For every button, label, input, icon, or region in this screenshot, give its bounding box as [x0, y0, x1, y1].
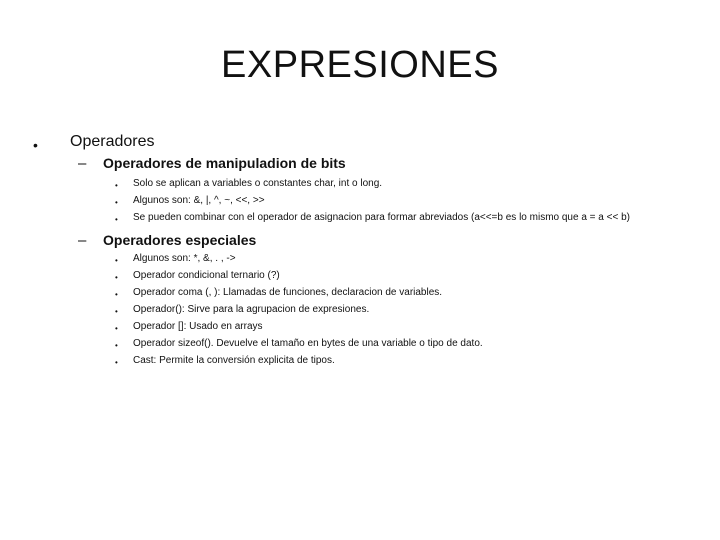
list-item: Se pueden combinar con el operador de asignacion para formar abreviados (a<<=b es lo mismo que a = a << b) [133, 212, 630, 223]
bullet-icon: • [115, 256, 118, 265]
bullet-icon: • [115, 324, 118, 333]
list-item: Operador(): Sirve para la agrupacion de expresiones. [133, 304, 370, 315]
dash-icon: – [78, 155, 87, 172]
bullet-icon: • [115, 198, 118, 207]
bullet-icon: • [115, 307, 118, 316]
bullet-icon: • [115, 290, 118, 299]
list-item: Operador []: Usado en arrays [133, 321, 263, 332]
list-item: Solo se aplican a variables o constantes char, int o long. [133, 178, 383, 189]
list-item: Algunos son: &, |, ^, ~, <<, >> [133, 195, 265, 206]
bullet-icon: • [115, 341, 118, 350]
section-heading-bits: Operadores de manipuladion de bits [103, 155, 346, 171]
bullet-icon: • [115, 273, 118, 282]
bullet-icon: • [115, 215, 118, 224]
list-item: Operador condicional ternario (?) [133, 270, 280, 281]
slide-title: EXPRESIONES [221, 44, 499, 86]
dash-icon: – [78, 232, 87, 249]
bullet-icon: • [115, 181, 118, 190]
bullet-icon: • [115, 358, 118, 367]
list-item: Algunos son: *, &, . , -> [133, 253, 236, 264]
bullet-icon: • [33, 137, 38, 153]
level1-label: Operadores [70, 133, 155, 150]
list-item: Operador sizeof(). Devuelve el tamaño en bytes de una variable o tipo de dato. [133, 338, 483, 349]
section-heading-especiales: Operadores especiales [103, 232, 257, 248]
list-item: Operador coma (, ): Llamadas de funciones, declaracion de variables. [133, 287, 443, 298]
list-item: Cast: Permite la conversión explicita de tipos. [133, 355, 335, 366]
